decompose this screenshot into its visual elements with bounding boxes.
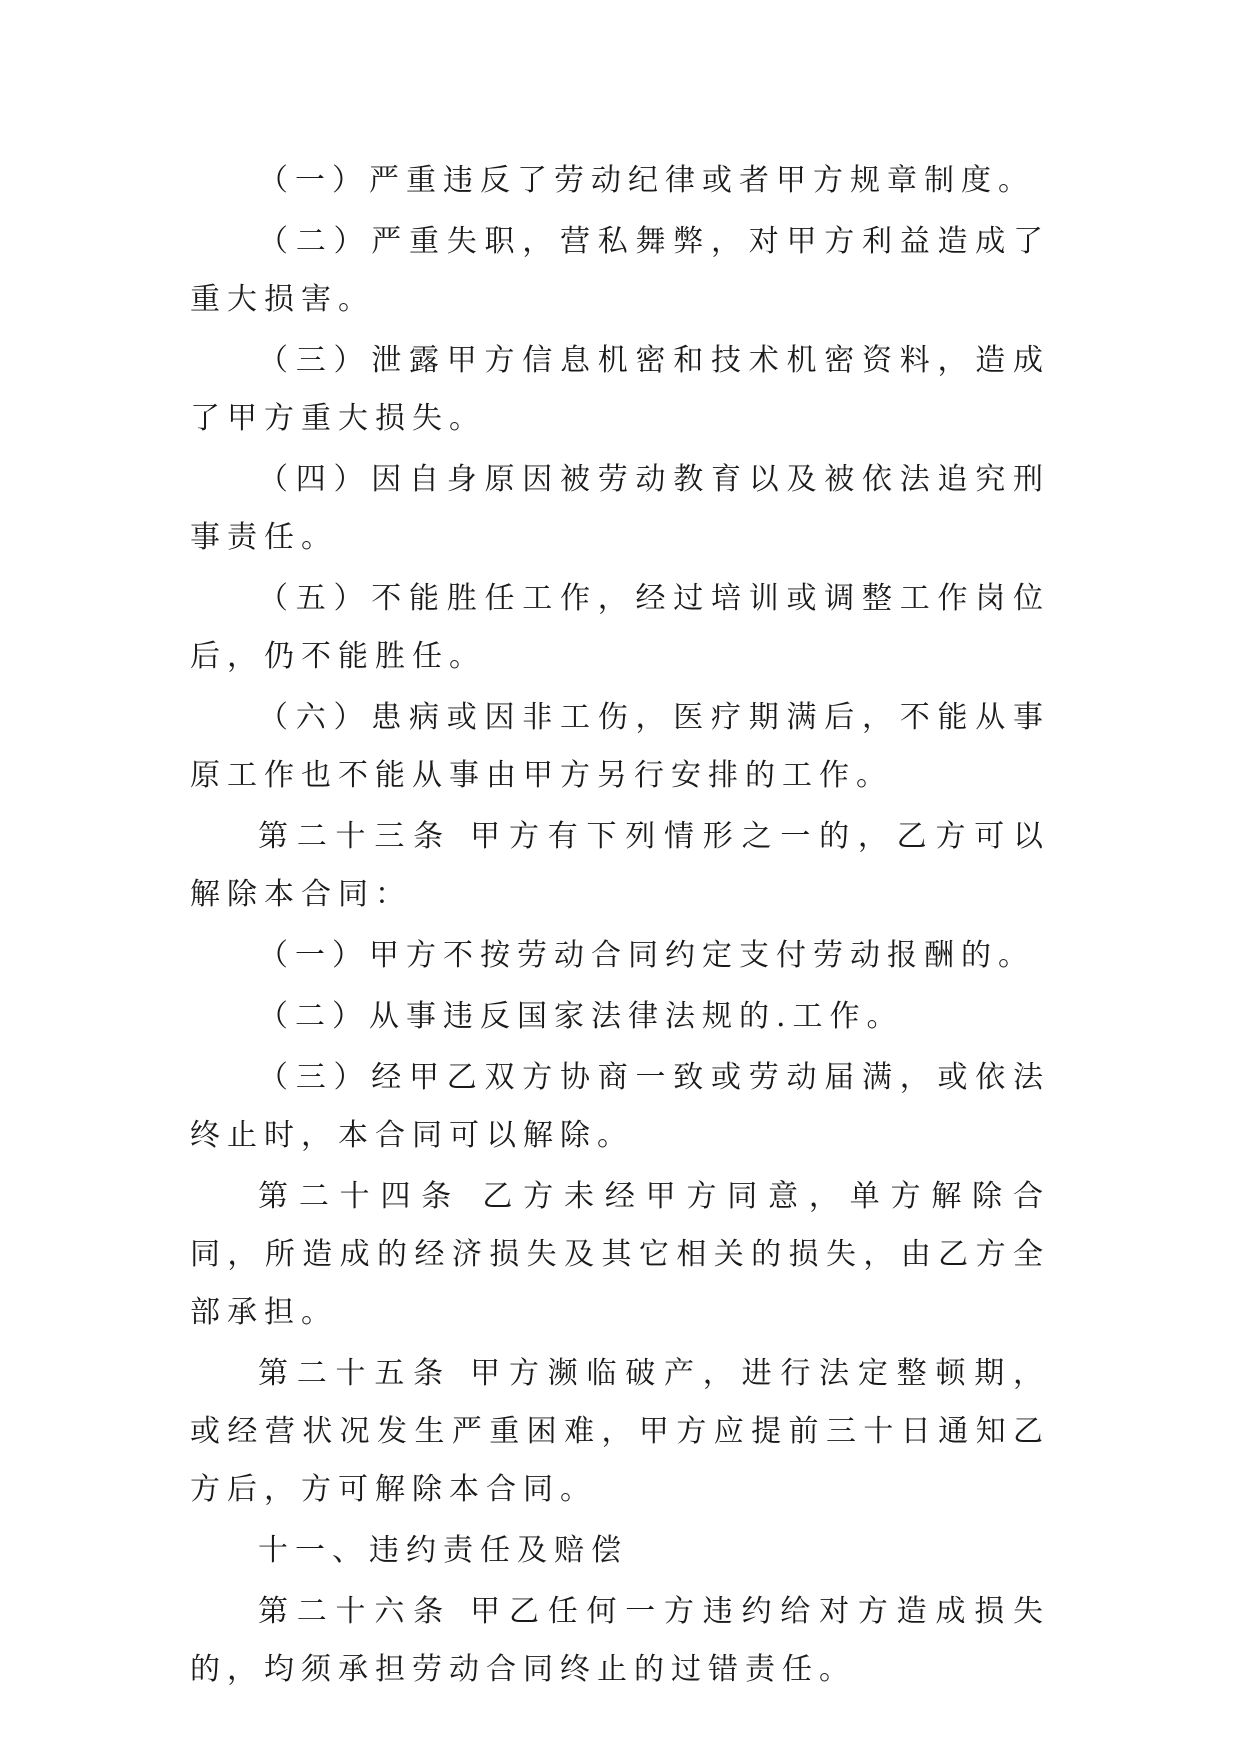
article-25: 第二十五条 甲方濒临破产，进行法定整顿期，或经营状况发生严重困难，甲方应提前三十日通知乙方后，方可解除本合同。	[190, 1356, 1050, 1507]
clause-item-5: （五）不能胜任工作，经过培训或调整工作岗位后，仍不能胜任。	[190, 581, 1050, 674]
article-24: 第二十四条 乙方未经甲方同意，单方解除合同，所造成的经济损失及其它相关的损失，由乙方全部承担。	[190, 1179, 1050, 1330]
article-23-item-3: （三）经甲乙双方协商一致或劳动届满，或依法终止时，本合同可以解除。	[190, 1060, 1050, 1153]
clause-item-6: （六）患病或因非工伤，医疗期满后，不能从事原工作也不能从事由甲方另行安排的工作。	[190, 700, 1050, 793]
article-26: 第二十六条 甲乙任何一方违约给对方造成损失的，均须承担劳动合同终止的过错责任。	[190, 1594, 1050, 1687]
clause-item-1: （一）严重违反了劳动纪律或者甲方规章制度。	[258, 163, 1035, 198]
section-heading: 十一、违约责任及赔偿	[258, 1533, 628, 1568]
clause-item-4: （四）因自身原因被劳动教育以及被依法追究刑事责任。	[190, 462, 1050, 555]
clause-item-2: （二）严重失职，营私舞弊，对甲方利益造成了重大损害。	[190, 224, 1050, 317]
clause-item-3: （三）泄露甲方信息机密和技术机密资料，造成了甲方重大损失。	[190, 343, 1050, 436]
article-23-item-1: （一）甲方不按劳动合同约定支付劳动报酬的。	[258, 938, 1035, 973]
article-23-item-2: （二）从事违反国家法律法规的.工作。	[258, 999, 904, 1034]
document-page	[190, 152, 1050, 1702]
article-23: 第二十三条 甲方有下列情形之一的，乙方可以解除本合同：	[190, 819, 1050, 912]
